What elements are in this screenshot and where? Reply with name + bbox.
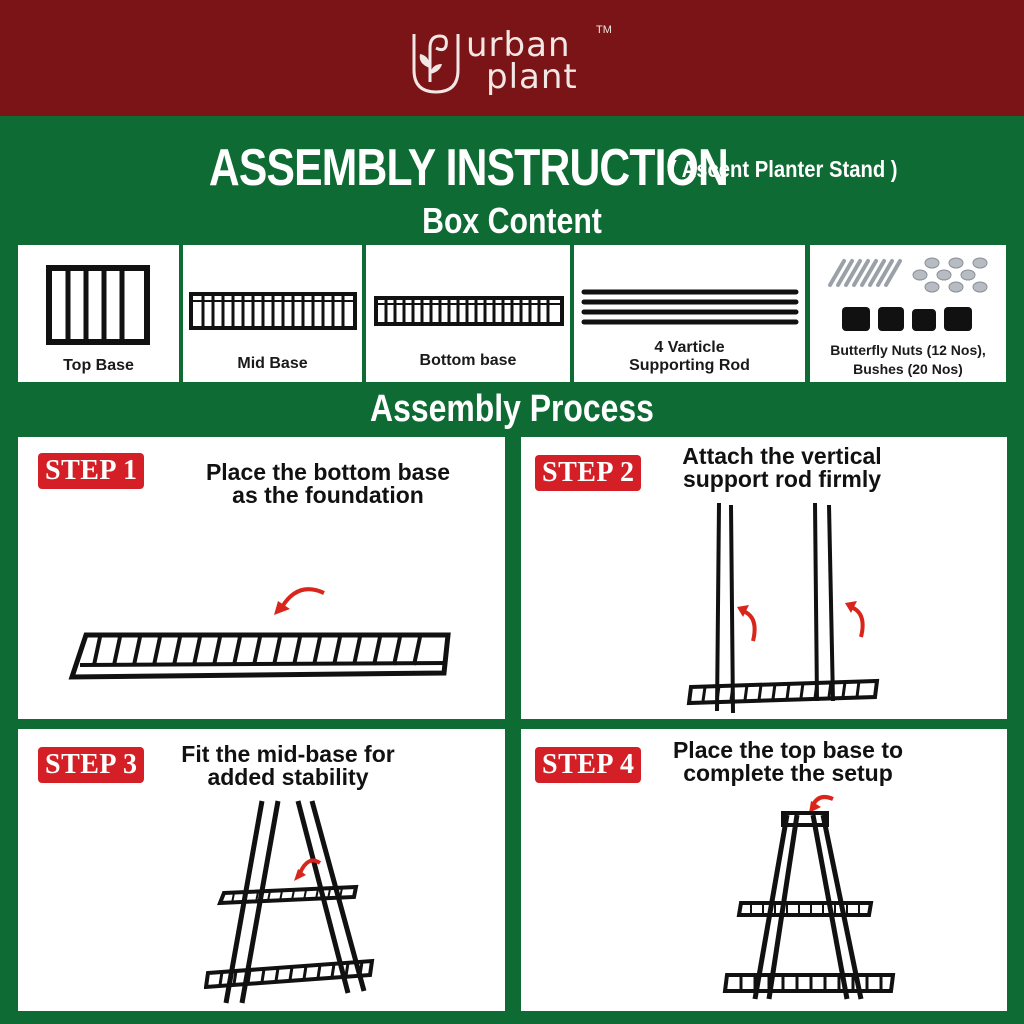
box-item-mid-base (183, 245, 362, 382)
step-2-panel (521, 437, 1007, 719)
title-product: ( Ascent Planter Stand ) (670, 156, 898, 182)
step-4-panel (521, 729, 1007, 1011)
step-4-badge: STEP 4 (535, 747, 641, 783)
box-label-mid-base: Mid Base (237, 355, 308, 372)
step-1-text: Place the bottom base as the foundation (205, 459, 451, 508)
top-base-icon (46, 265, 150, 345)
box-item-hardware (810, 245, 1006, 382)
page-title (0, 138, 1024, 197)
step-1-panel (18, 437, 505, 719)
mid-base-icon (189, 291, 357, 331)
box-item-supporting-rods (574, 245, 805, 382)
step-2-rods-illustration (681, 501, 881, 717)
box-item-bottom-base (366, 245, 570, 382)
box-label-top-base: Top Base (63, 357, 134, 374)
step-1-bottom-base-illustration (68, 577, 468, 687)
box-content-heading: Box Content (422, 200, 602, 241)
step-2-badge: STEP 2 (535, 455, 641, 491)
assembly-process-heading: Assembly Process (370, 388, 654, 430)
box-label-bottom-base: Bottom base (419, 352, 517, 369)
box-label-supporting-rods: 4 Varticle Supporting Rod (629, 339, 750, 374)
bolts-nuts-bushes-icon (820, 253, 996, 339)
pot-sprout-icon (408, 26, 468, 98)
brand-name-line1: urban (466, 25, 571, 65)
step-1-badge: STEP 1 (38, 453, 144, 489)
box-label-hardware: Butterfly Nuts (12 Nos), Bushes (20 Nos) (830, 342, 986, 377)
brand-logo (408, 22, 628, 102)
step-3-panel (18, 729, 505, 1011)
step-4-text: Place the top base to complete the setup (672, 737, 904, 786)
bottom-base-icon (374, 295, 564, 327)
brand-header (0, 0, 1024, 116)
title-main: ASSEMBLY INSTRUCTION (208, 139, 728, 197)
brand-name-line2: plant (486, 57, 578, 97)
supporting-rods-icon (580, 287, 800, 327)
step-3-text: Fit the mid-base for added stability (181, 741, 395, 790)
step-2-text: Attach the vertical support rod firmly (682, 443, 882, 492)
box-item-top-base (18, 245, 179, 382)
step-4-complete-stand-illustration (721, 793, 901, 1003)
trademark-mark: TM (596, 24, 612, 36)
step-3-mid-base-illustration (204, 797, 378, 1007)
step-3-badge: STEP 3 (38, 747, 144, 783)
